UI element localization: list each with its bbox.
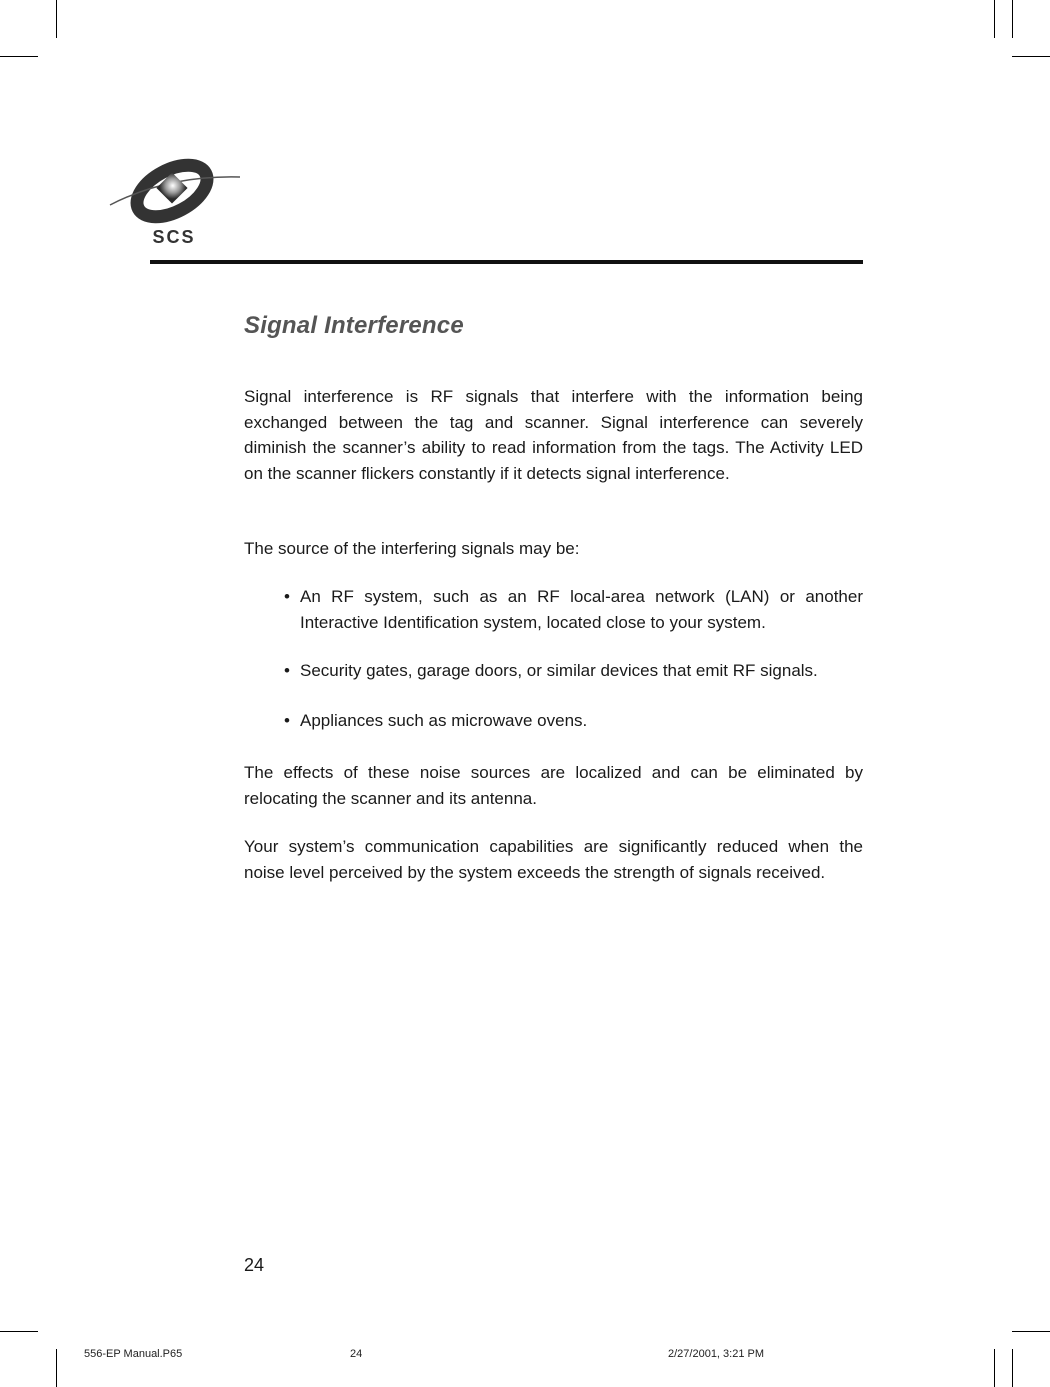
bullet-text: Appliances such as microwave ovens. [300, 711, 588, 730]
crop-mark [1012, 1349, 1013, 1387]
slug-datetime: 2/27/2001, 3:21 PM [668, 1348, 765, 1360]
bullet-item [284, 584, 863, 635]
crop-mark [0, 1331, 38, 1332]
bullet-item [284, 708, 863, 734]
crop-mark [56, 1349, 57, 1387]
scs-logo [108, 155, 242, 247]
slug-page: 24 [350, 1348, 363, 1360]
paragraph: Your system’s communication capabilities are significantly reduced when the noise level perceived by the system exceeds the strength of signals received. [244, 837, 863, 882]
header-rule [150, 260, 863, 264]
crop-mark [0, 56, 38, 57]
paragraph: The effects of these noise sources are localized and can be eliminated by relocating the scanner and its antenna. [244, 763, 863, 808]
bullet-icon: • [284, 661, 290, 680]
bullet-text: Security gates, garage doors, or similar devices that emit RF signals. [300, 661, 818, 680]
crop-mark [1012, 0, 1013, 38]
bullet-icon: • [284, 711, 290, 730]
bullet-icon: • [284, 587, 290, 606]
crop-mark [1012, 56, 1050, 57]
crop-mark [56, 0, 57, 38]
paragraph: Signal interference is RF signals that interfere with the information being exchanged between the tag and scanner. Signal interference can severely diminish the scanner’s ability to read information from the tags. The Activity LED on the scanner flickers constantly if it detects signal interference. [244, 387, 863, 483]
section-title: Signal Interference [244, 312, 464, 339]
bullet-text: An RF system, such as an RF local-area network (LAN) or another Interactive Identification system, located close to your system. [300, 587, 863, 632]
page-number: 24 [244, 1255, 265, 1275]
paragraph: The source of the interfering signals may be: [244, 539, 580, 558]
crop-mark [994, 1349, 995, 1387]
bullet-item [284, 658, 863, 684]
crop-mark [1012, 1331, 1050, 1332]
crop-mark [994, 0, 995, 38]
slug-filename: 556-EP Manual.P65 [84, 1348, 183, 1360]
logo-text: SCS [152, 227, 196, 247]
